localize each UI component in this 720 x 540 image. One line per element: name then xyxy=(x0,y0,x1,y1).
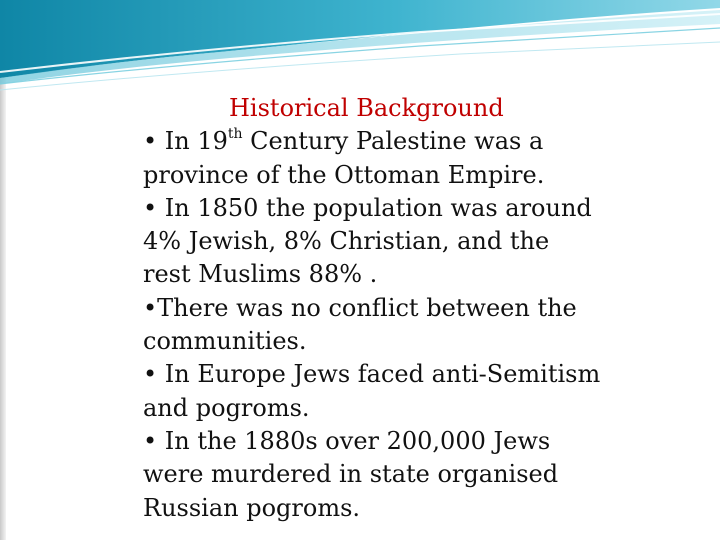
ordinal-superscript: th xyxy=(227,126,243,143)
body-line: rest Muslims 88% . xyxy=(143,260,378,289)
body-line: communities. xyxy=(143,327,307,356)
body-line: • In Europe Jews faced anti-Semitism xyxy=(143,360,601,389)
slide-title: Historical Background xyxy=(229,94,504,122)
body-line: were murdered in state organised xyxy=(143,460,559,489)
body-line xyxy=(143,125,613,158)
slide-content xyxy=(143,92,613,525)
body-line: Russian pogroms. xyxy=(143,493,361,522)
body-line: • In the 1880s over 200,000 Jews xyxy=(143,426,551,455)
body-line: •There was no conflict between the xyxy=(143,293,577,322)
wave-header-decoration xyxy=(0,0,720,95)
body-line-text: Century Palestine was a xyxy=(242,127,544,156)
body-line-text: • In 19 xyxy=(143,127,228,156)
body-line: province of the Ottoman Empire. xyxy=(143,160,545,189)
body-line: 4% Jewish, 8% Christian, and the xyxy=(143,227,550,256)
body-line: and pogroms. xyxy=(143,393,310,422)
body-line: • In 1850 the population was around xyxy=(143,193,592,222)
